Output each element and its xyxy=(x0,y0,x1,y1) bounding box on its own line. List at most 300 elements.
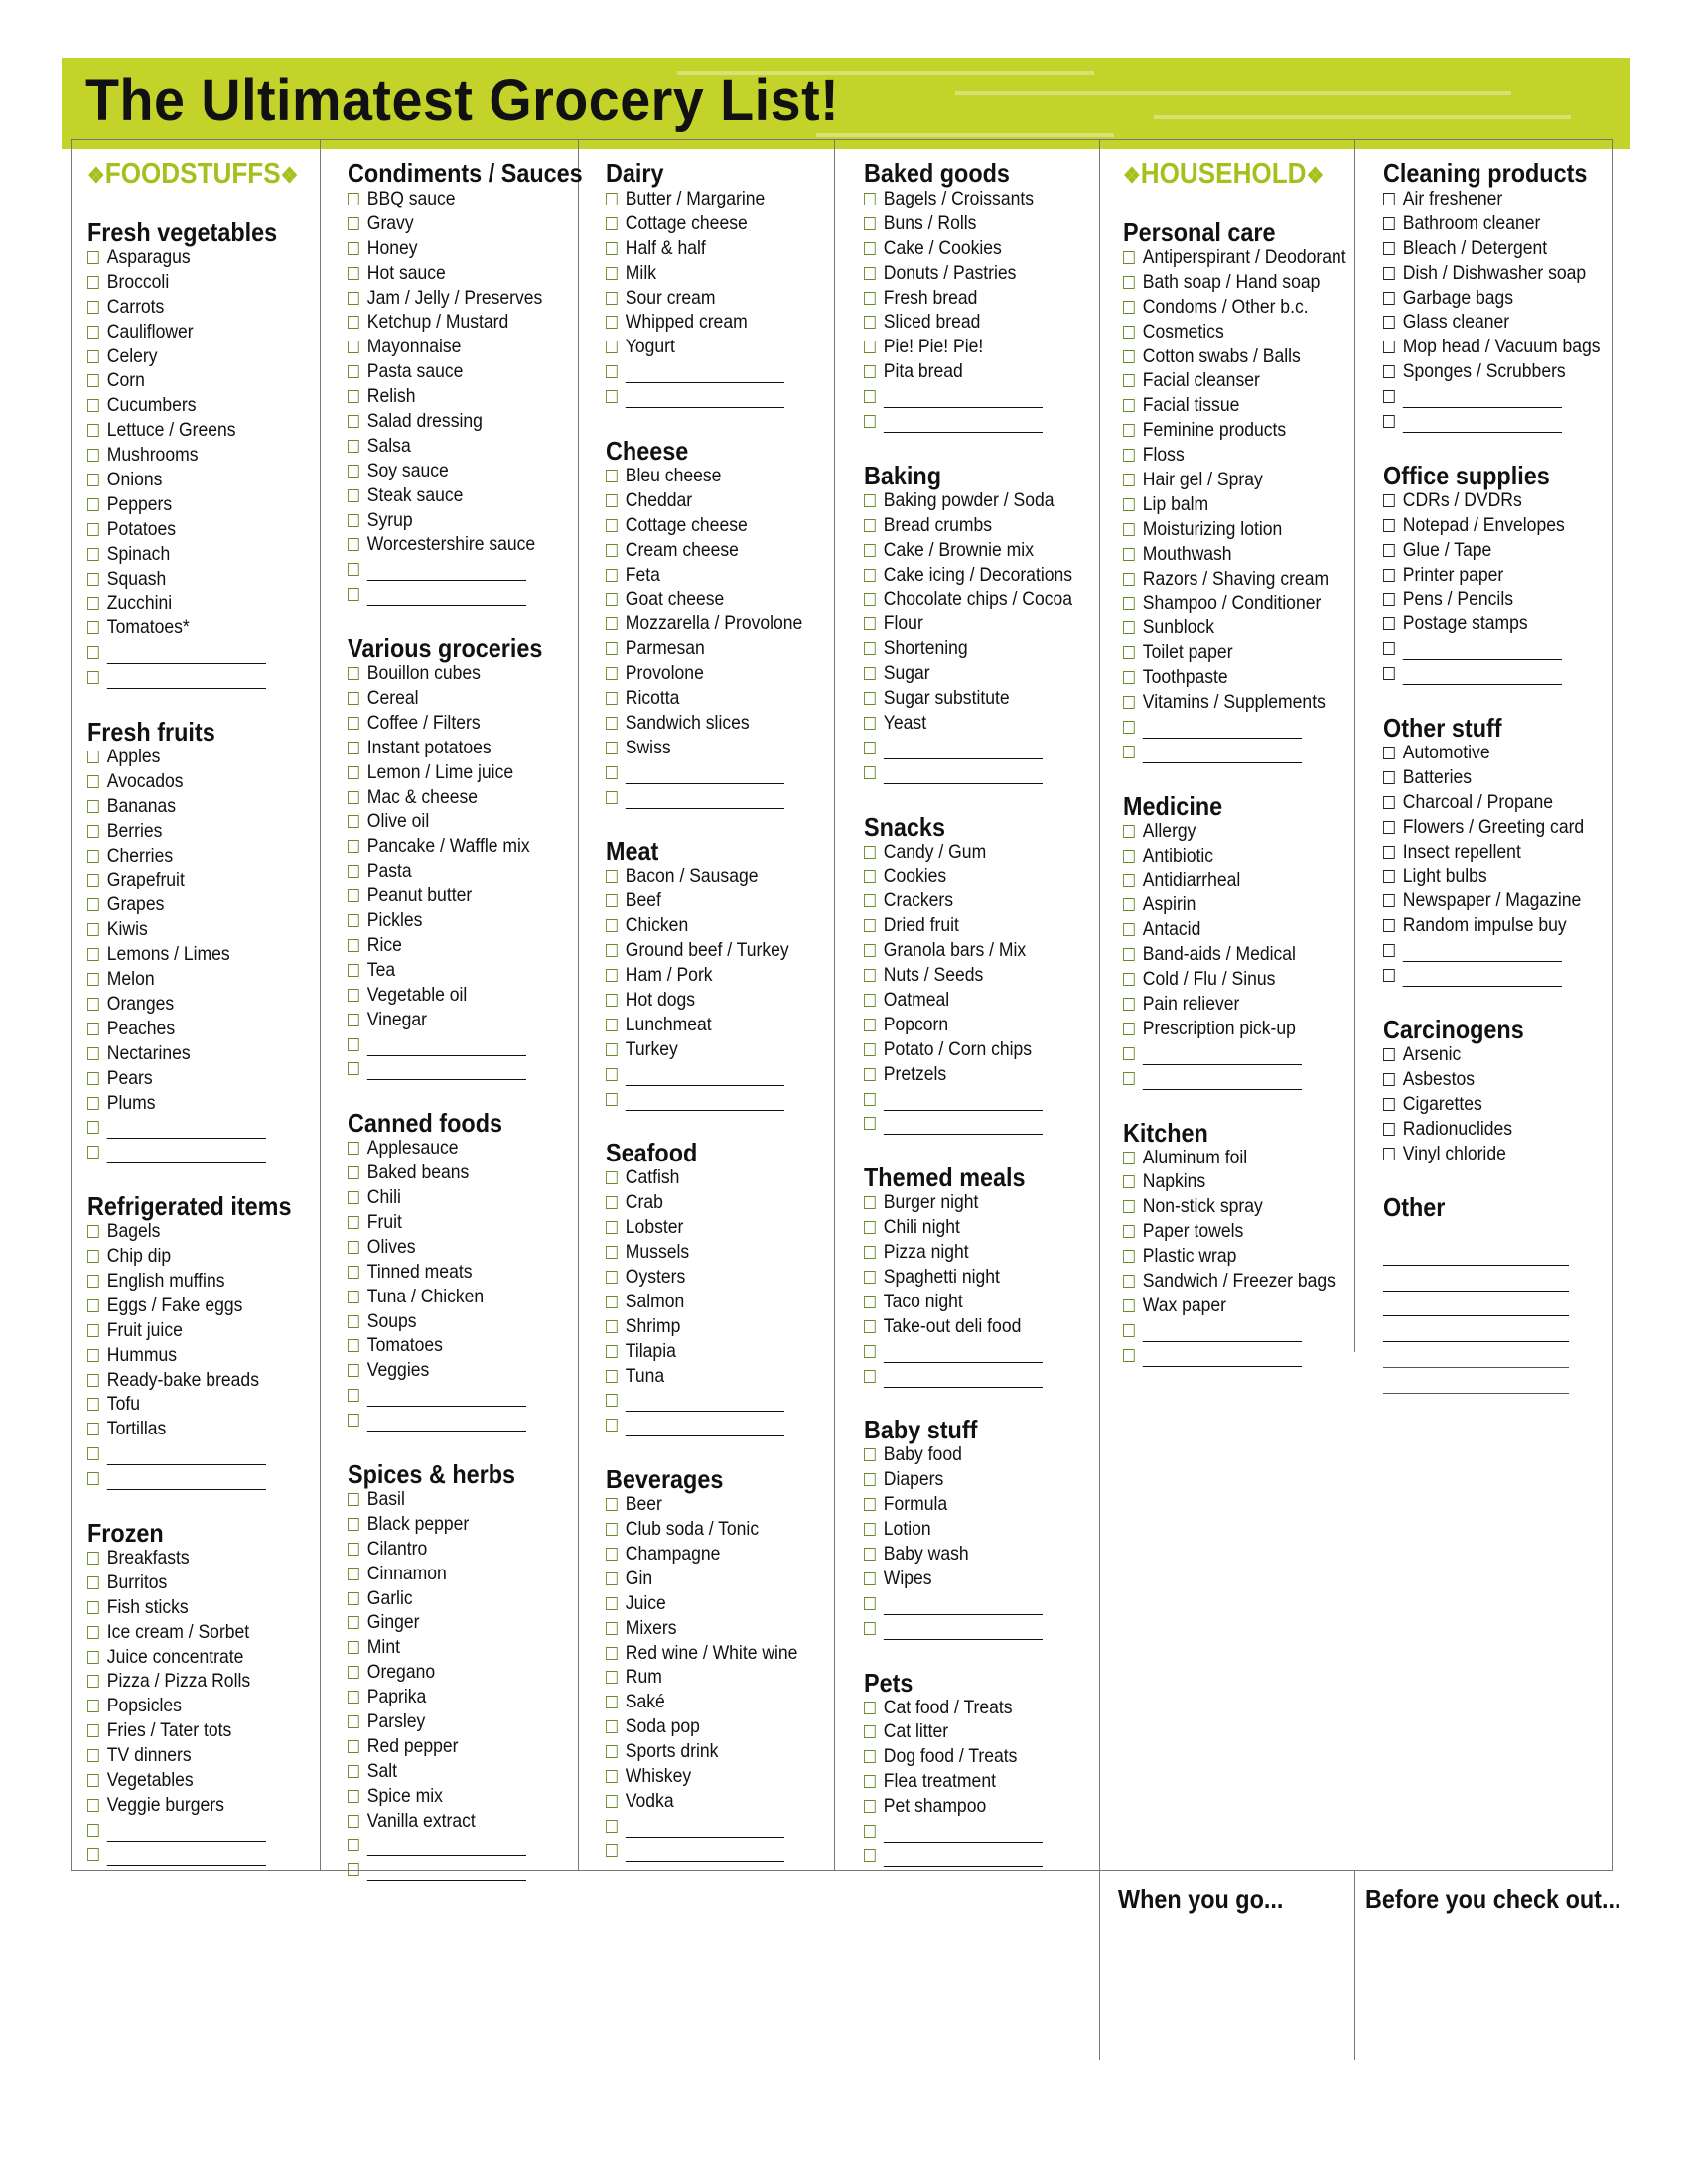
write-in-line[interactable] xyxy=(884,1594,1043,1615)
checkbox-icon[interactable] xyxy=(348,1216,359,1229)
checkbox-icon[interactable] xyxy=(606,593,618,606)
checkbox-icon[interactable] xyxy=(606,267,618,280)
checkbox-icon[interactable] xyxy=(87,1324,99,1337)
checkbox-icon[interactable] xyxy=(348,1014,359,1026)
checkbox-icon[interactable] xyxy=(348,1364,359,1377)
checkbox-icon[interactable] xyxy=(864,217,876,230)
write-in-line[interactable] xyxy=(884,1619,1043,1640)
write-in-line[interactable] xyxy=(367,585,526,606)
checkbox-icon[interactable] xyxy=(348,1166,359,1179)
write-in-line[interactable] xyxy=(1403,639,1562,660)
write-in-line[interactable] xyxy=(1383,1342,1569,1368)
checkbox-icon[interactable] xyxy=(864,1849,876,1862)
checkbox-icon[interactable] xyxy=(1123,1324,1135,1337)
checkbox-icon[interactable] xyxy=(1123,449,1135,462)
write-in-line[interactable] xyxy=(367,1860,526,1881)
write-in-line[interactable] xyxy=(367,1386,526,1407)
checkbox-icon[interactable] xyxy=(87,573,99,586)
write-in-line[interactable] xyxy=(884,412,1043,433)
checkbox-icon[interactable] xyxy=(864,1473,876,1486)
checkbox-icon[interactable] xyxy=(348,1568,359,1580)
checkbox-icon[interactable] xyxy=(864,569,876,582)
checkbox-icon[interactable] xyxy=(606,1068,618,1081)
write-in-line[interactable] xyxy=(626,1391,784,1412)
checkbox-icon[interactable] xyxy=(348,1592,359,1605)
checkbox-icon[interactable] xyxy=(348,1142,359,1155)
checkbox-icon[interactable] xyxy=(348,1543,359,1556)
write-in-line[interactable] xyxy=(367,1059,526,1080)
checkbox-icon[interactable] xyxy=(1123,973,1135,986)
checkbox-icon[interactable] xyxy=(864,193,876,205)
checkbox-icon[interactable] xyxy=(1123,1349,1135,1362)
checkbox-icon[interactable] xyxy=(606,1720,618,1733)
checkbox-icon[interactable] xyxy=(606,642,618,655)
checkbox-icon[interactable] xyxy=(87,1349,99,1362)
checkbox-icon[interactable] xyxy=(1123,573,1135,586)
checkbox-icon[interactable] xyxy=(606,1745,618,1758)
checkbox-icon[interactable] xyxy=(87,498,99,511)
checkbox-icon[interactable] xyxy=(606,870,618,883)
checkbox-icon[interactable] xyxy=(606,1548,618,1561)
checkbox-icon[interactable] xyxy=(864,617,876,630)
checkbox-icon[interactable] xyxy=(348,489,359,502)
checkbox-icon[interactable] xyxy=(1383,894,1395,907)
write-in-line[interactable] xyxy=(884,1367,1043,1388)
checkbox-icon[interactable] xyxy=(87,276,99,289)
checkbox-icon[interactable] xyxy=(87,399,99,412)
checkbox-icon[interactable] xyxy=(1123,825,1135,838)
checkbox-icon[interactable] xyxy=(87,751,99,763)
checkbox-icon[interactable] xyxy=(864,846,876,859)
checkbox-icon[interactable] xyxy=(1123,1152,1135,1164)
checkbox-icon[interactable] xyxy=(1383,969,1395,982)
checkbox-icon[interactable] xyxy=(87,1601,99,1614)
checkbox-icon[interactable] xyxy=(348,563,359,576)
checkbox-icon[interactable] xyxy=(1123,1275,1135,1288)
write-in-line[interactable] xyxy=(626,362,784,383)
checkbox-icon[interactable] xyxy=(864,1800,876,1813)
checkbox-icon[interactable] xyxy=(348,989,359,1002)
write-in-line[interactable] xyxy=(107,643,266,664)
checkbox-icon[interactable] xyxy=(864,717,876,730)
checkbox-icon[interactable] xyxy=(87,800,99,813)
checkbox-icon[interactable] xyxy=(864,1775,876,1788)
write-in-line[interactable] xyxy=(626,1842,784,1862)
checkbox-icon[interactable] xyxy=(864,1068,876,1081)
checkbox-icon[interactable] xyxy=(1383,642,1395,655)
checkbox-icon[interactable] xyxy=(606,791,618,804)
checkbox-icon[interactable] xyxy=(348,692,359,705)
write-in-line[interactable] xyxy=(884,1342,1043,1363)
checkbox-icon[interactable] xyxy=(1123,1072,1135,1085)
checkbox-icon[interactable] xyxy=(1123,301,1135,314)
write-in-line[interactable] xyxy=(1143,1321,1302,1342)
checkbox-icon[interactable] xyxy=(864,1019,876,1031)
checkbox-icon[interactable] xyxy=(864,667,876,680)
checkbox-icon[interactable] xyxy=(87,874,99,887)
checkbox-icon[interactable] xyxy=(348,1863,359,1876)
checkbox-icon[interactable] xyxy=(1123,1299,1135,1312)
checkbox-icon[interactable] xyxy=(864,1597,876,1610)
checkbox-icon[interactable] xyxy=(864,969,876,982)
checkbox-icon[interactable] xyxy=(1383,242,1395,255)
checkbox-icon[interactable] xyxy=(1383,494,1395,507)
checkbox-icon[interactable] xyxy=(864,494,876,507)
checkbox-icon[interactable] xyxy=(1123,696,1135,709)
checkbox-icon[interactable] xyxy=(348,217,359,230)
checkbox-icon[interactable] xyxy=(1123,721,1135,734)
checkbox-icon[interactable] xyxy=(864,1246,876,1259)
checkbox-icon[interactable] xyxy=(864,1221,876,1234)
write-in-line[interactable] xyxy=(367,1035,526,1056)
checkbox-icon[interactable] xyxy=(864,1825,876,1838)
checkbox-icon[interactable] xyxy=(864,919,876,932)
write-in-line[interactable] xyxy=(626,1090,784,1111)
write-in-line[interactable] xyxy=(1143,1069,1302,1090)
checkbox-icon[interactable] xyxy=(348,742,359,754)
checkbox-icon[interactable] xyxy=(864,1320,876,1333)
checkbox-icon[interactable] xyxy=(864,766,876,779)
checkbox-icon[interactable] xyxy=(1383,519,1395,532)
checkbox-icon[interactable] xyxy=(348,193,359,205)
checkbox-icon[interactable] xyxy=(606,994,618,1007)
checkbox-icon[interactable] xyxy=(1123,948,1135,961)
checkbox-icon[interactable] xyxy=(1383,870,1395,883)
write-in-line[interactable] xyxy=(107,1143,266,1163)
write-in-line[interactable] xyxy=(1383,1316,1569,1342)
checkbox-icon[interactable] xyxy=(348,1241,359,1254)
checkbox-icon[interactable] xyxy=(1123,646,1135,659)
checkbox-icon[interactable] xyxy=(606,894,618,907)
checkbox-icon[interactable] xyxy=(87,1651,99,1664)
checkbox-icon[interactable] xyxy=(1123,498,1135,511)
checkbox-icon[interactable] xyxy=(606,1820,618,1833)
checkbox-icon[interactable] xyxy=(1123,548,1135,561)
write-in-line[interactable] xyxy=(1383,1292,1569,1317)
checkbox-icon[interactable] xyxy=(606,1498,618,1511)
checkbox-icon[interactable] xyxy=(606,217,618,230)
checkbox-icon[interactable] xyxy=(87,621,99,634)
checkbox-icon[interactable] xyxy=(864,1448,876,1461)
checkbox-icon[interactable] xyxy=(87,671,99,684)
checkbox-icon[interactable] xyxy=(87,597,99,610)
checkbox-icon[interactable] xyxy=(606,519,618,532)
checkbox-icon[interactable] xyxy=(1383,667,1395,680)
checkbox-icon[interactable] xyxy=(1383,747,1395,759)
checkbox-icon[interactable] xyxy=(864,1271,876,1284)
checkbox-icon[interactable] xyxy=(1123,1200,1135,1213)
checkbox-icon[interactable] xyxy=(348,1641,359,1654)
checkbox-icon[interactable] xyxy=(864,1622,876,1635)
checkbox-icon[interactable] xyxy=(348,1315,359,1328)
checkbox-icon[interactable] xyxy=(348,840,359,853)
checkbox-icon[interactable] xyxy=(348,1790,359,1803)
checkbox-icon[interactable] xyxy=(1383,919,1395,932)
checkbox-icon[interactable] xyxy=(87,1374,99,1387)
checkbox-icon[interactable] xyxy=(348,1616,359,1629)
checkbox-icon[interactable] xyxy=(87,973,99,986)
write-in-line[interactable] xyxy=(626,788,784,809)
checkbox-icon[interactable] xyxy=(87,1250,99,1263)
checkbox-icon[interactable] xyxy=(606,1419,618,1432)
checkbox-icon[interactable] xyxy=(606,1696,618,1708)
checkbox-icon[interactable] xyxy=(348,316,359,329)
checkbox-icon[interactable] xyxy=(348,341,359,353)
checkbox-icon[interactable] xyxy=(348,865,359,878)
checkbox-icon[interactable] xyxy=(864,1043,876,1056)
checkbox-icon[interactable] xyxy=(1123,1023,1135,1035)
checkbox-icon[interactable] xyxy=(1123,1225,1135,1238)
checkbox-icon[interactable] xyxy=(87,251,99,264)
write-in-line[interactable] xyxy=(1403,412,1562,433)
checkbox-icon[interactable] xyxy=(87,1398,99,1411)
checkbox-icon[interactable] xyxy=(1123,671,1135,684)
checkbox-icon[interactable] xyxy=(1123,251,1135,264)
checkbox-icon[interactable] xyxy=(1383,569,1395,582)
checkbox-icon[interactable] xyxy=(864,1572,876,1585)
checkbox-icon[interactable] xyxy=(606,341,618,353)
checkbox-icon[interactable] xyxy=(87,998,99,1011)
checkbox-icon[interactable] xyxy=(348,1038,359,1051)
checkbox-icon[interactable] xyxy=(87,850,99,863)
checkbox-icon[interactable] xyxy=(348,964,359,977)
write-in-line[interactable] xyxy=(884,1846,1043,1867)
checkbox-icon[interactable] xyxy=(1383,1073,1395,1086)
write-in-line[interactable] xyxy=(107,668,266,689)
checkbox-icon[interactable] xyxy=(864,267,876,280)
checkbox-icon[interactable] xyxy=(348,390,359,403)
write-in-line[interactable] xyxy=(1403,941,1562,962)
checkbox-icon[interactable] xyxy=(1123,998,1135,1011)
checkbox-icon[interactable] xyxy=(1123,923,1135,936)
write-in-line[interactable] xyxy=(1143,1044,1302,1065)
checkbox-icon[interactable] xyxy=(606,390,618,403)
checkbox-icon[interactable] xyxy=(348,415,359,428)
checkbox-icon[interactable] xyxy=(1383,593,1395,606)
checkbox-icon[interactable] xyxy=(606,717,618,730)
checkbox-icon[interactable] xyxy=(87,474,99,486)
checkbox-icon[interactable] xyxy=(348,1493,359,1506)
checkbox-icon[interactable] xyxy=(864,642,876,655)
write-in-line[interactable] xyxy=(1143,1346,1302,1367)
checkbox-icon[interactable] xyxy=(1383,193,1395,205)
checkbox-icon[interactable] xyxy=(864,365,876,378)
write-in-line[interactable] xyxy=(367,560,526,581)
checkbox-icon[interactable] xyxy=(1383,217,1395,230)
checkbox-icon[interactable] xyxy=(1383,316,1395,329)
write-in-line[interactable] xyxy=(1403,387,1562,408)
write-in-line[interactable] xyxy=(107,1118,266,1139)
write-in-line[interactable] xyxy=(626,763,784,784)
checkbox-icon[interactable] xyxy=(606,1622,618,1635)
checkbox-icon[interactable] xyxy=(606,1844,618,1857)
checkbox-icon[interactable] xyxy=(606,1196,618,1209)
checkbox-icon[interactable] xyxy=(864,242,876,255)
checkbox-icon[interactable] xyxy=(87,301,99,314)
checkbox-icon[interactable] xyxy=(87,326,99,339)
checkbox-icon[interactable] xyxy=(1383,415,1395,428)
checkbox-icon[interactable] xyxy=(1123,746,1135,758)
checkbox-icon[interactable] xyxy=(606,1345,618,1358)
checkbox-icon[interactable] xyxy=(87,1700,99,1712)
write-in-line[interactable] xyxy=(884,1822,1043,1843)
checkbox-icon[interactable] xyxy=(606,667,618,680)
checkbox-icon[interactable] xyxy=(606,766,618,779)
checkbox-icon[interactable] xyxy=(348,365,359,378)
checkbox-icon[interactable] xyxy=(1383,796,1395,809)
write-in-line[interactable] xyxy=(884,1114,1043,1135)
checkbox-icon[interactable] xyxy=(348,815,359,828)
checkbox-icon[interactable] xyxy=(606,569,618,582)
checkbox-icon[interactable] xyxy=(864,944,876,957)
checkbox-icon[interactable] xyxy=(348,717,359,730)
checkbox-icon[interactable] xyxy=(1383,544,1395,557)
checkbox-icon[interactable] xyxy=(864,894,876,907)
checkbox-icon[interactable] xyxy=(1123,1047,1135,1060)
checkbox-icon[interactable] xyxy=(1123,898,1135,911)
checkbox-icon[interactable] xyxy=(87,1299,99,1312)
write-in-line[interactable] xyxy=(1403,966,1562,987)
checkbox-icon[interactable] xyxy=(864,316,876,329)
checkbox-icon[interactable] xyxy=(1383,771,1395,784)
checkbox-icon[interactable] xyxy=(1123,399,1135,412)
checkbox-icon[interactable] xyxy=(1123,850,1135,863)
checkbox-icon[interactable] xyxy=(348,889,359,902)
checkbox-icon[interactable] xyxy=(87,1121,99,1134)
checkbox-icon[interactable] xyxy=(1383,292,1395,305)
checkbox-icon[interactable] xyxy=(1123,374,1135,387)
checkbox-icon[interactable] xyxy=(348,1339,359,1352)
checkbox-icon[interactable] xyxy=(606,1271,618,1284)
write-in-line[interactable] xyxy=(626,387,784,408)
checkbox-icon[interactable] xyxy=(1123,326,1135,339)
checkbox-icon[interactable] xyxy=(87,1749,99,1762)
checkbox-icon[interactable] xyxy=(864,692,876,705)
checkbox-icon[interactable] xyxy=(87,1072,99,1085)
checkbox-icon[interactable] xyxy=(87,775,99,788)
checkbox-icon[interactable] xyxy=(87,1824,99,1837)
checkbox-icon[interactable] xyxy=(1383,821,1395,834)
write-in-line[interactable] xyxy=(107,1821,266,1842)
checkbox-icon[interactable] xyxy=(1383,1148,1395,1160)
checkbox-icon[interactable] xyxy=(864,994,876,1007)
checkbox-icon[interactable] xyxy=(348,667,359,680)
checkbox-icon[interactable] xyxy=(348,1389,359,1402)
checkbox-icon[interactable] xyxy=(1123,1175,1135,1188)
write-in-line[interactable] xyxy=(884,1090,1043,1111)
checkbox-icon[interactable] xyxy=(348,465,359,478)
checkbox-icon[interactable] xyxy=(1383,1048,1395,1061)
checkbox-icon[interactable] xyxy=(348,1518,359,1531)
checkbox-icon[interactable] xyxy=(1123,474,1135,486)
checkbox-icon[interactable] xyxy=(606,1671,618,1684)
checkbox-icon[interactable] xyxy=(348,1839,359,1851)
write-in-line[interactable] xyxy=(626,1065,784,1086)
checkbox-icon[interactable] xyxy=(87,548,99,561)
checkbox-icon[interactable] xyxy=(1383,341,1395,353)
checkbox-icon[interactable] xyxy=(348,1691,359,1704)
checkbox-icon[interactable] xyxy=(87,898,99,911)
checkbox-icon[interactable] xyxy=(864,1117,876,1130)
checkbox-icon[interactable] xyxy=(348,514,359,527)
checkbox-icon[interactable] xyxy=(864,1750,876,1763)
checkbox-icon[interactable] xyxy=(348,440,359,453)
checkbox-icon[interactable] xyxy=(606,1597,618,1610)
checkbox-icon[interactable] xyxy=(606,919,618,932)
checkbox-icon[interactable] xyxy=(606,692,618,705)
checkbox-icon[interactable] xyxy=(87,1275,99,1288)
checkbox-icon[interactable] xyxy=(348,914,359,927)
checkbox-icon[interactable] xyxy=(1123,276,1135,289)
checkbox-icon[interactable] xyxy=(87,1626,99,1639)
checkbox-icon[interactable] xyxy=(87,374,99,387)
checkbox-icon[interactable] xyxy=(864,1548,876,1561)
checkbox-icon[interactable] xyxy=(864,390,876,403)
checkbox-icon[interactable] xyxy=(606,470,618,482)
checkbox-icon[interactable] xyxy=(87,948,99,961)
checkbox-icon[interactable] xyxy=(87,1423,99,1435)
checkbox-icon[interactable] xyxy=(348,1815,359,1828)
write-in-line[interactable] xyxy=(884,763,1043,784)
checkbox-icon[interactable] xyxy=(1383,1123,1395,1136)
checkbox-icon[interactable] xyxy=(348,1291,359,1303)
write-in-line[interactable] xyxy=(1403,664,1562,685)
checkbox-icon[interactable] xyxy=(606,1221,618,1234)
checkbox-icon[interactable] xyxy=(606,1171,618,1184)
checkbox-icon[interactable] xyxy=(348,242,359,255)
checkbox-icon[interactable] xyxy=(348,1062,359,1075)
checkbox-icon[interactable] xyxy=(864,415,876,428)
checkbox-icon[interactable] xyxy=(606,742,618,754)
checkbox-icon[interactable] xyxy=(87,1447,99,1460)
checkbox-icon[interactable] xyxy=(606,944,618,957)
checkbox-icon[interactable] xyxy=(348,1191,359,1204)
checkbox-icon[interactable] xyxy=(864,1498,876,1511)
checkbox-icon[interactable] xyxy=(606,1246,618,1259)
checkbox-icon[interactable] xyxy=(1123,1250,1135,1263)
checkbox-icon[interactable] xyxy=(87,1799,99,1812)
checkbox-icon[interactable] xyxy=(348,267,359,280)
checkbox-icon[interactable] xyxy=(87,1047,99,1060)
checkbox-icon[interactable] xyxy=(606,1394,618,1407)
checkbox-icon[interactable] xyxy=(348,1740,359,1753)
checkbox-icon[interactable] xyxy=(87,1097,99,1110)
checkbox-icon[interactable] xyxy=(606,365,618,378)
checkbox-icon[interactable] xyxy=(864,1725,876,1738)
checkbox-icon[interactable] xyxy=(348,292,359,305)
checkbox-icon[interactable] xyxy=(606,193,618,205)
checkbox-icon[interactable] xyxy=(864,519,876,532)
checkbox-icon[interactable] xyxy=(606,1296,618,1308)
checkbox-icon[interactable] xyxy=(606,494,618,507)
checkbox-icon[interactable] xyxy=(87,1552,99,1565)
checkbox-icon[interactable] xyxy=(348,791,359,804)
checkbox-icon[interactable] xyxy=(348,1266,359,1279)
checkbox-icon[interactable] xyxy=(348,939,359,952)
checkbox-icon[interactable] xyxy=(87,350,99,363)
checkbox-icon[interactable] xyxy=(606,242,618,255)
write-in-line[interactable] xyxy=(626,1817,784,1838)
checkbox-icon[interactable] xyxy=(1383,846,1395,859)
checkbox-icon[interactable] xyxy=(348,766,359,779)
checkbox-icon[interactable] xyxy=(606,1572,618,1585)
write-in-line[interactable] xyxy=(107,1469,266,1490)
checkbox-icon[interactable] xyxy=(864,1523,876,1536)
checkbox-icon[interactable] xyxy=(1383,390,1395,403)
write-in-line[interactable] xyxy=(884,739,1043,759)
checkbox-icon[interactable] xyxy=(606,316,618,329)
checkbox-icon[interactable] xyxy=(1383,617,1395,630)
